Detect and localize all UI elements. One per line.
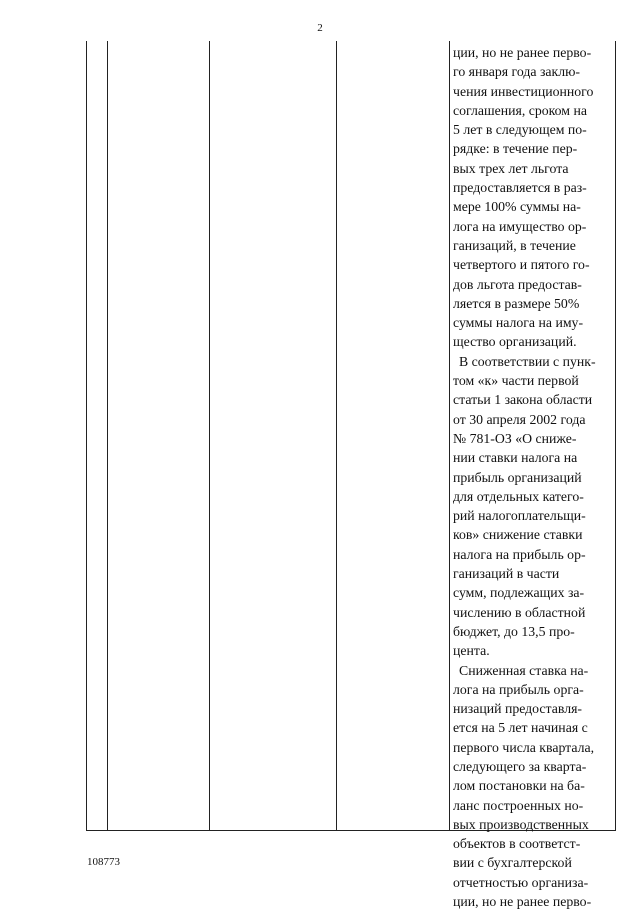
text-line: дов льгота предостав- [453,276,582,292]
text-line: объектов в соответст- [453,836,581,852]
table-cell-text [453,43,611,911]
text-line: Сниженная ставка на- [459,662,589,678]
text-line: статьи 1 закона области [453,392,593,408]
text-line: 5 лет в следующем по- [453,122,587,138]
document-id: 108773 [87,856,120,868]
text-line: сумм, подлежащих за- [453,585,585,601]
text-line: от 30 апреля 2002 года [453,411,586,427]
text-line: ланс построенных но- [453,797,584,813]
text-line: суммы налога на иму- [453,315,584,331]
text-line: вии с бухгалтерской [453,855,572,871]
text-line: ции, но не ранее перво- [453,45,592,60]
text-line: чения инвестиционного [453,83,594,99]
text-line: вых трех лет льгота [453,160,569,176]
column-divider [209,41,210,830]
text-line: лога на имущество ор- [453,218,587,234]
text-line: для отдельных катего- [453,488,584,504]
text-line: ганизаций в части [453,566,560,582]
text-line: числению в областной [453,604,586,620]
text-line: налога на прибыль ор- [453,546,586,562]
text-line: четвертого и пятого го- [453,257,590,273]
text-line: ков» снижение ставки [453,527,583,543]
text-line: следующего за кварта- [453,758,587,774]
text-line: рядке: в течение пер- [453,141,578,157]
text-line: отчетностью организа- [453,874,589,890]
text-line: нии ставки налога на [453,450,578,466]
text-line: лога на прибыль орга- [453,681,584,697]
text-line: ется на 5 лет начиная с [453,720,588,736]
text-line: щество организаций. [453,334,577,350]
column-divider [336,41,337,830]
text-line: В соответствии с пунк- [459,353,596,369]
text-line: ганизаций, в течение [453,237,576,253]
text-line: бюджет, до 13,5 про- [453,623,575,639]
text-line: предоставляется в раз- [453,180,587,196]
text-line: низаций предоставля- [453,701,583,717]
column-divider [107,41,108,830]
text-line: лом постановки на ба- [453,778,585,794]
column-divider [449,41,450,830]
text-line: го января года заклю- [453,64,581,80]
text-line: № 781-ОЗ «О сниже- [453,430,577,446]
text-line: ции, но не ранее перво- [453,894,592,910]
text-line: ляется в размере 50% [453,295,580,311]
text-line: первого числа квартала, [453,739,595,755]
text-line: вых производственных [453,816,589,832]
text-line: цента. [453,643,490,659]
text-line: том «к» части первой [453,373,579,389]
text-line: мере 100% суммы на- [453,199,581,215]
page-number: 2 [317,22,323,34]
text-line: рий налогоплательщи- [453,508,586,524]
text-line: соглашения, сроком на [453,102,587,118]
text-line: прибыль организаций [453,469,582,485]
